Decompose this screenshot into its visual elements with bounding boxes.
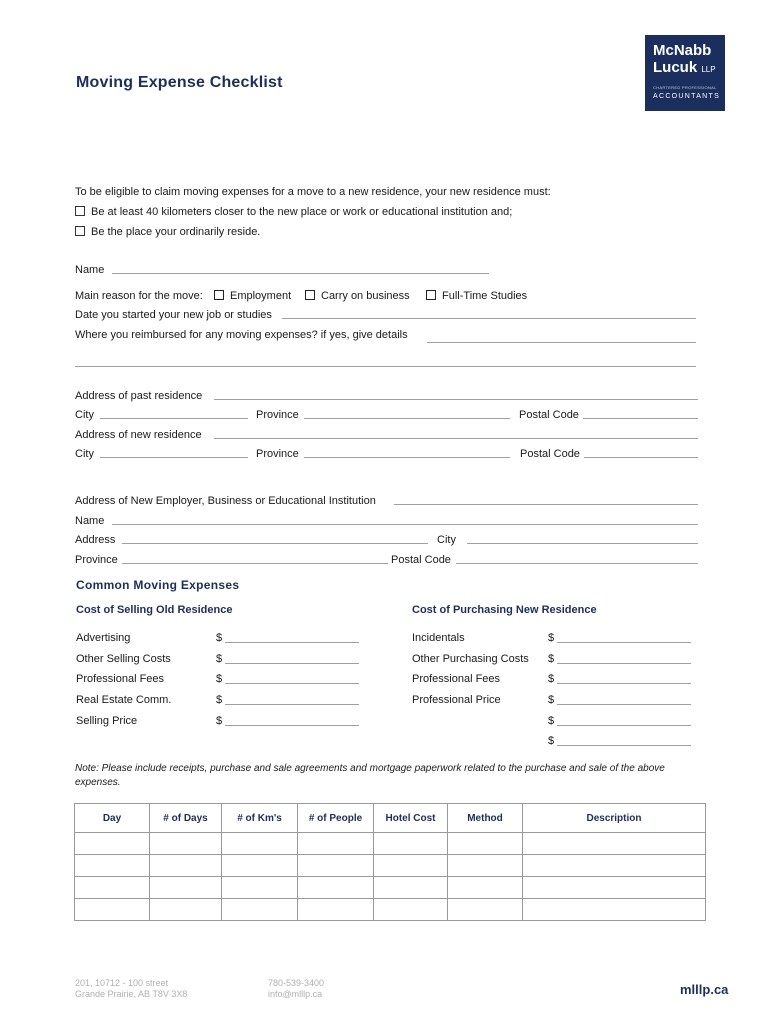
table-cell[interactable] (374, 899, 448, 921)
name-field[interactable] (112, 273, 489, 274)
table-cell[interactable] (448, 877, 523, 899)
table-cell[interactable] (523, 899, 706, 921)
table-cell[interactable] (298, 833, 374, 855)
new-city-field[interactable] (100, 457, 248, 458)
travel-table (74, 803, 706, 921)
reimbursed-field[interactable] (427, 342, 696, 343)
footer-address (75, 978, 187, 1000)
employer-address-label: Address (75, 534, 116, 546)
employer-address-field[interactable] (122, 543, 428, 544)
new-postal-label: Postal Code (520, 448, 580, 460)
purchasing-item-label: Professional Price (412, 694, 501, 706)
purchasing-item-label: Other Purchasing Costs (412, 653, 529, 665)
checkbox[interactable] (214, 290, 224, 300)
logo-line1: McNabb (653, 42, 712, 59)
table-cell[interactable] (222, 833, 298, 855)
eligibility-item[interactable]: Be the place your ordinarily reside. (75, 226, 260, 238)
table-row (75, 899, 706, 921)
logo-line4: ACCOUNTANTS (653, 93, 721, 100)
logo-line3: CHARTERED PROFESSIONAL (653, 85, 717, 90)
purchasing-item-label: Incidentals (412, 632, 465, 644)
eligibility-intro: To be eligible to claim moving expenses for a move to a new residence, your new residence must: (75, 186, 551, 198)
employer-province-field[interactable] (122, 563, 388, 564)
selling-heading: Cost of Selling Old Residence (76, 604, 233, 616)
table-cell[interactable] (298, 855, 374, 877)
footer-phone: 780-539-3400 (268, 978, 325, 988)
footer-address-line2: Grande Prairie, AB T8V 3X8 (75, 989, 188, 999)
table-cell[interactable] (75, 833, 150, 855)
currency-sign: $ (548, 694, 555, 706)
currency-sign: $ (216, 653, 223, 665)
past-address-field[interactable] (214, 399, 698, 400)
footer-website[interactable]: mlllp.ca (680, 982, 729, 997)
new-postal-field[interactable] (584, 457, 698, 458)
table-cell[interactable] (523, 877, 706, 899)
currency-sign: $ (216, 715, 223, 727)
date-label: Date you started your new job or studies (75, 309, 272, 321)
name-label: Name (75, 264, 105, 276)
employer-city-field[interactable] (467, 543, 698, 544)
column-header: # of People (298, 804, 374, 833)
table-cell[interactable] (222, 899, 298, 921)
selling-item-label: Selling Price (76, 715, 138, 727)
currency-sign: $ (548, 735, 555, 747)
table-cell[interactable] (374, 833, 448, 855)
column-header: # of Km's (222, 804, 298, 833)
table-cell[interactable] (298, 899, 374, 921)
employer-province-label: Province (75, 554, 118, 566)
table-cell[interactable] (222, 877, 298, 899)
new-province-label: Province (256, 448, 299, 460)
reason-option-business[interactable]: Carry on business (305, 290, 410, 302)
table-header-row (75, 804, 706, 833)
employer-city-label: City (437, 534, 456, 546)
selling-item-label: Professional Fees (76, 673, 165, 685)
currency-sign: $ (548, 715, 555, 727)
purchasing-heading: Cost of Purchasing New Residence (412, 604, 597, 616)
column-header: Day (75, 804, 150, 833)
table-cell[interactable] (150, 877, 222, 899)
past-address-label: Address of past residence (75, 390, 203, 402)
past-city-field[interactable] (100, 418, 248, 419)
selling-item-label: Advertising (76, 632, 131, 644)
employer-postal-label: Postal Code (391, 554, 451, 566)
reimbursed-field-extra[interactable] (75, 366, 696, 367)
firm-logo (645, 35, 725, 111)
table-cell[interactable] (448, 899, 523, 921)
checkbox[interactable] (75, 206, 85, 216)
table-cell[interactable] (75, 877, 150, 899)
table-cell[interactable] (75, 899, 150, 921)
employer-name-field[interactable] (112, 524, 698, 525)
table-cell[interactable] (448, 855, 523, 877)
column-header: Hotel Cost (374, 804, 448, 833)
table-row (75, 877, 706, 899)
employer-label: Address of New Employer, Business or Educational Institution (75, 495, 376, 507)
table-cell[interactable] (374, 877, 448, 899)
checkbox[interactable] (426, 290, 436, 300)
employer-postal-field[interactable] (456, 563, 698, 564)
footer-email: info@mlllp.ca (268, 989, 323, 999)
past-province-label: Province (256, 409, 299, 421)
table-cell[interactable] (150, 899, 222, 921)
table-cell[interactable] (150, 833, 222, 855)
employer-field[interactable] (394, 504, 698, 505)
table-cell[interactable] (150, 855, 222, 877)
eligibility-item[interactable]: Be at least 40 kilometers closer to the new place or work or educational institution and; (75, 206, 512, 218)
reimbursed-label: Where you reimbursed for any moving expenses? if yes, give details (75, 329, 408, 341)
amount-field[interactable] (557, 704, 691, 705)
page-title: Moving Expense Checklist (76, 74, 283, 91)
date-field[interactable] (282, 318, 696, 319)
amount-field[interactable] (557, 725, 691, 726)
amount-field[interactable] (225, 704, 359, 705)
note-text: Note: Please include receipts, purchase and sale agreements and mortgage paperwork related to the purchase and sale of the above expenses. (75, 763, 665, 788)
amount-field[interactable] (557, 642, 691, 643)
amount-field[interactable] (225, 663, 359, 664)
employer-name-label: Name (75, 515, 105, 527)
currency-sign: $ (216, 673, 223, 685)
past-province-field[interactable] (304, 418, 510, 419)
currency-sign: $ (216, 632, 223, 644)
amount-field[interactable] (557, 745, 691, 746)
table-cell[interactable] (222, 855, 298, 877)
expenses-heading: Common Moving Expenses (76, 578, 240, 592)
table-cell[interactable] (523, 833, 706, 855)
new-city-label: City (75, 448, 94, 460)
table-row (75, 855, 706, 877)
table-row (75, 833, 706, 855)
currency-sign: $ (548, 673, 555, 685)
selling-item-label: Other Selling Costs (76, 653, 171, 665)
past-city-label: City (75, 409, 94, 421)
purchasing-item-label: Professional Fees (412, 673, 501, 685)
new-province-field[interactable] (304, 457, 510, 458)
new-address-label: Address of new residence (75, 429, 202, 441)
currency-sign: $ (548, 632, 555, 644)
table-cell[interactable] (448, 833, 523, 855)
amount-field[interactable] (225, 725, 359, 726)
checkbox[interactable] (305, 290, 315, 300)
reason-label: Main reason for the move: (75, 290, 203, 302)
selling-item-label: Real Estate Comm. (76, 694, 172, 706)
amount-field[interactable] (557, 683, 691, 684)
reason-option-studies[interactable]: Full-Time Studies (426, 290, 527, 302)
currency-sign: $ (216, 694, 223, 706)
table-cell[interactable] (298, 877, 374, 899)
column-header: Method (448, 804, 523, 833)
amount-field[interactable] (557, 663, 691, 664)
footer-address-line1: 201, 10712 - 100 street (75, 978, 169, 988)
footer-contact (268, 978, 324, 1000)
currency-sign: $ (548, 653, 555, 665)
table-cell[interactable] (374, 855, 448, 877)
checkbox[interactable] (75, 226, 85, 236)
amount-field[interactable] (225, 642, 359, 643)
table-cell[interactable] (75, 855, 150, 877)
new-address-field[interactable] (214, 438, 698, 439)
past-postal-label: Postal Code (519, 409, 579, 421)
column-header: Description (523, 804, 706, 833)
table-cell[interactable] (523, 855, 706, 877)
column-header: # of Days (150, 804, 222, 833)
past-postal-field[interactable] (583, 418, 698, 419)
reason-option-employment[interactable]: Employment (214, 290, 291, 302)
logo-line2: Lucuk LLP (653, 59, 716, 76)
amount-field[interactable] (225, 683, 359, 684)
